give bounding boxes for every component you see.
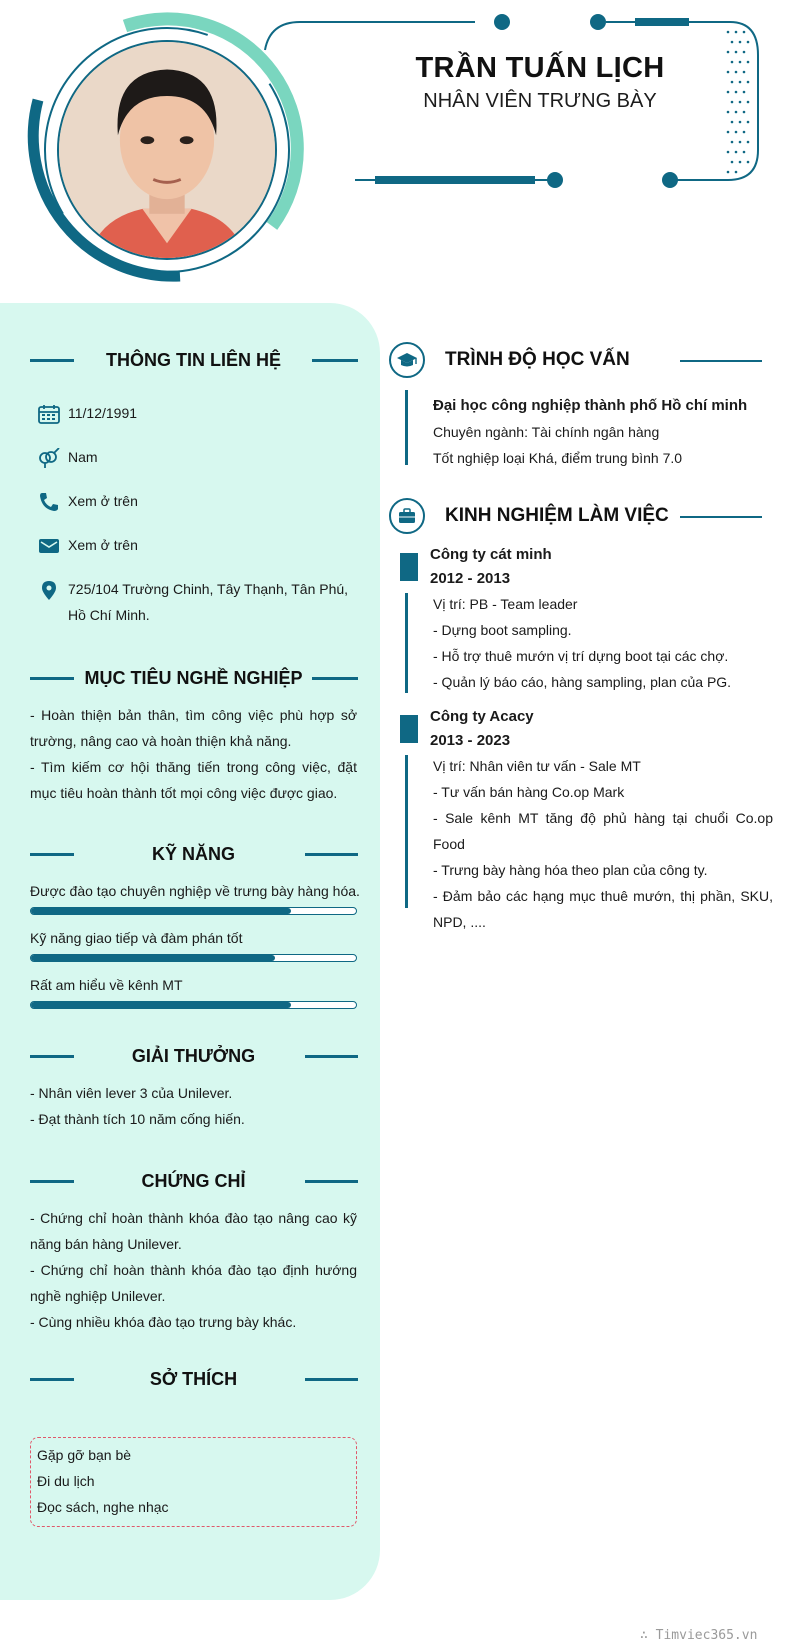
job-details <box>433 753 773 935</box>
footer-watermark <box>640 1628 757 1643</box>
watermark-text: Timviec365.vn <box>655 1628 758 1643</box>
job-detail-line: - Tư vấn bán hàng Co.op Mark <box>433 784 625 800</box>
job-company-heading <box>430 543 552 591</box>
job-detail-line: - Trưng bày hàng hóa theo plan của công ty. <box>433 862 708 878</box>
experience-icon-badge <box>389 498 425 534</box>
hobby-item: Đọc sách, nghe nhạc <box>37 1499 169 1515</box>
job-detail-line: - Hỗ trợ thuê mướn vị trí dựng boot tại các chợ. <box>433 648 729 664</box>
section-divider <box>680 516 762 518</box>
hobbies-title: SỞ THÍCH <box>149 1369 238 1389</box>
education-title: TRÌNH ĐỘ HỌC VẤN <box>445 349 630 370</box>
education-details <box>433 393 773 471</box>
skill-bar <box>30 1001 357 1009</box>
job-period: 2013 - 2023 <box>430 732 511 749</box>
objective-text <box>30 702 357 806</box>
calendar-icon <box>38 404 60 424</box>
candidate-name: TRẦN TUẤN LỊCH <box>415 52 665 84</box>
skill-fill <box>31 908 291 914</box>
education-icon-badge <box>389 342 425 378</box>
award-line: - Đạt thành tích 10 năm cống hiến. <box>30 1111 245 1127</box>
job-detail-line: Vị trí: PB - Team leader <box>433 596 578 612</box>
contact-birthday <box>38 400 358 426</box>
hobbies-box <box>30 1437 357 1527</box>
skill-label: Được đào tạo chuyên nghiệp về trưng bày hàng hóa. <box>30 883 360 899</box>
phone-icon <box>38 492 60 512</box>
skill-bar <box>30 907 357 915</box>
briefcase-icon <box>391 500 423 532</box>
email-icon <box>38 536 60 556</box>
hobby-item: Đi du lịch <box>37 1473 95 1489</box>
gender-text: Nam <box>68 449 98 465</box>
timeline-line <box>405 593 408 693</box>
skill-label: Rất am hiểu về kênh MT <box>30 977 183 993</box>
job-company-heading <box>430 705 534 753</box>
job-detail-line: Vị trí: Nhân viên tư vấn - Sale MT <box>433 758 641 774</box>
job-company: Công ty Acacy <box>430 708 534 725</box>
education-major: Chuyên ngành: Tài chính ngân hàng <box>433 424 660 440</box>
watermark-icon: ∴ <box>640 1628 656 1643</box>
award-line: - Nhân viên lever 3 của Unilever. <box>30 1085 233 1101</box>
job-marker <box>400 553 418 581</box>
hobby-item: Gặp gỡ bạn bè <box>37 1447 132 1463</box>
address-text: 725/104 Trường Chinh, Tây Thạnh, Tân Phú, Hồ Chí Minh. <box>68 581 349 623</box>
job-detail-line: - Quản lý báo cáo, hàng sampling, plan của PG. <box>433 674 732 690</box>
certificate-line: - Chứng chỉ hoàn thành khóa đào tạo nâng cao kỹ năng bán hàng Unilever. <box>30 1210 357 1252</box>
contact-email <box>38 532 358 558</box>
job-period: 2012 - 2013 <box>430 570 511 587</box>
avatar-portrait <box>59 42 275 258</box>
candidate-job-title: NHÂN VIÊN TRƯNG BÀY <box>423 90 657 112</box>
skills-title: KỸ NĂNG <box>151 844 235 864</box>
timeline-line <box>405 390 408 465</box>
contact-phone <box>38 488 358 514</box>
job-company: Công ty cát minh <box>430 546 552 563</box>
birthday-text: 11/12/1991 <box>68 405 138 421</box>
graduation-cap-icon <box>391 344 423 376</box>
job-detail-line: - Dựng boot sampling. <box>433 622 572 638</box>
skill-fill <box>31 955 275 961</box>
job-details <box>433 591 773 695</box>
education-grade: Tốt nghiệp loại Khá, điểm trung bình 7.0 <box>433 450 683 466</box>
awards-text <box>30 1080 357 1132</box>
experience-title: KINH NGHIỆM LÀM VIỆC <box>445 505 669 526</box>
job-marker <box>400 715 418 743</box>
objective-line: - Tìm kiếm cơ hội thăng tiến trong công việc, đặt mục tiêu hoàn thành tốt mọi công việc được giao. <box>30 759 357 801</box>
objective-line: - Hoàn thiện bản thân, tìm công việc phù hợp sở trường, nâng cao và hoàn thiện khả năng. <box>30 707 357 749</box>
skill-bar <box>30 954 357 962</box>
job-detail-line: - Sale kênh MT tăng độ phủ hàng tại chuổi Co.op Food <box>433 810 773 852</box>
certificates-text <box>30 1205 357 1335</box>
section-divider <box>680 360 762 362</box>
awards-title: GIẢI THƯỞNG <box>131 1046 256 1066</box>
phone-text: Xem ở trên <box>68 493 138 509</box>
certificate-line: - Cùng nhiều khóa đào tạo trưng bày khác. <box>30 1314 297 1330</box>
certificate-line: - Chứng chỉ hoàn thành khóa đào tạo định hướng nghề nghiệp Unilever. <box>30 1262 357 1304</box>
skill-fill <box>31 1002 291 1008</box>
avatar <box>57 40 277 260</box>
contact-address <box>38 576 358 628</box>
gender-icon <box>38 448 60 468</box>
contact-title: THÔNG TIN LIÊN HỆ <box>106 350 281 370</box>
email-text: Xem ở trên <box>68 537 138 553</box>
contact-gender <box>38 444 358 470</box>
objective-title: MỤC TIÊU NGHỀ NGHIỆP <box>84 668 303 688</box>
school-name: Đại học công nghiệp thành phố Hồ chí minh <box>433 397 748 414</box>
certificates-title: CHỨNG CHỈ <box>141 1171 246 1191</box>
timeline-line <box>405 755 408 908</box>
skill-label: Kỹ năng giao tiếp và đàm phán tốt <box>30 930 243 946</box>
location-icon <box>38 580 60 600</box>
job-detail-line: - Đảm bảo các hạng mục thuê mướn, thị phần, SKU, NPD, .... <box>433 888 773 930</box>
